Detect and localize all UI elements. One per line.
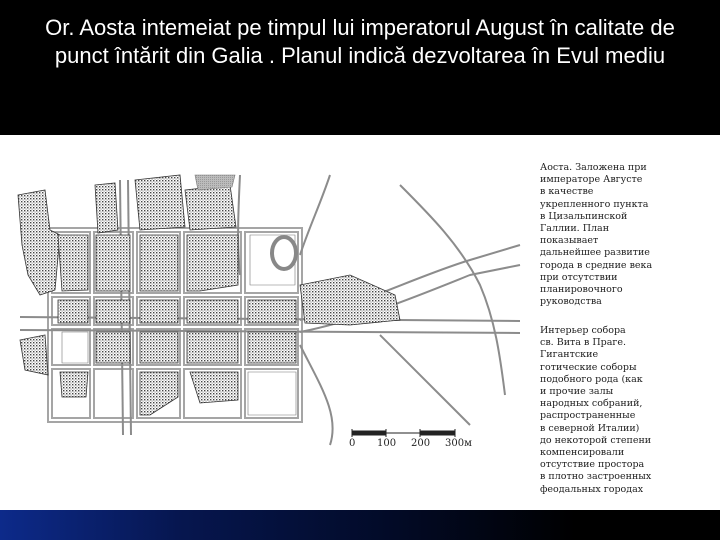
bottom-gradient-bar [0, 510, 720, 540]
scale-bar [352, 429, 455, 437]
scale-tick-100: 100 [377, 438, 397, 449]
plan-caption: Аоста. Заложена при императоре Августе в качестве укрепленного пункта в Цизальпинской Галлии. План показывает дальнейшее развитие города в средние века при отсутствии планировочного руководства [540, 162, 653, 308]
cathedral-caption: Интерьер собора св. Вита в Праге. Гигантские готические соборы подобного рода (как и прочие залы народных собраний, распространенные в северной Италии) до некоторой степени компенсировали отсутствие простора в плотно застроенных феодальных городах [540, 325, 652, 495]
scale-tick-200: 200 [411, 438, 431, 449]
slide-title: Or. Aosta intemeiat pe timpul lui imperatorul August în calitate de punct întărit din Galia . Planul indică dezvoltarea în Evul mediu [45, 15, 675, 68]
map-panel [0, 135, 720, 510]
scale-tick-0: 0 [349, 438, 356, 449]
title-bar [0, 0, 720, 135]
scale-tick-300: 300м [445, 438, 472, 449]
